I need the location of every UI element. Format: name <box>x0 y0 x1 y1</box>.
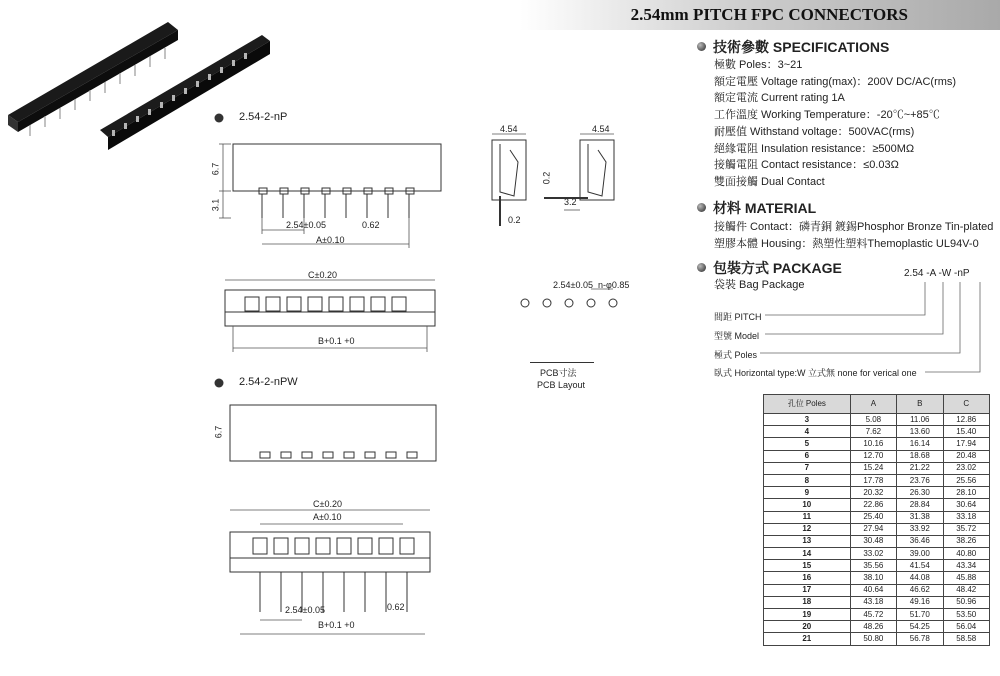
pcb-caption-cn: PCB寸法 <box>540 368 577 378</box>
cell-value: 46.62 <box>897 584 943 596</box>
table-row <box>764 572 990 584</box>
cell-value: 30.48 <box>850 535 896 547</box>
bullet-icon <box>213 111 233 125</box>
spec-line: 耐壓值 Withstand voltage：500VAC(rms) <box>714 125 915 138</box>
dim-0-2-right: 0.2 <box>541 171 552 185</box>
cell-value: 40.64 <box>850 584 896 596</box>
table-row <box>764 462 990 474</box>
cell-value: 33.02 <box>850 548 896 560</box>
cell-value: 49.16 <box>897 596 943 608</box>
cell-poles: 10 <box>764 499 851 511</box>
table-row <box>764 609 990 621</box>
dim-0-62: 0.62 <box>362 220 380 230</box>
cell-value: 45.72 <box>850 609 896 621</box>
model-2-label: 2.54-2-nPW <box>213 376 233 395</box>
cell-value: 23.76 <box>897 474 943 486</box>
cell-poles: 5 <box>764 438 851 450</box>
dimension-table <box>763 394 990 646</box>
cell-value: 35.72 <box>943 523 989 535</box>
package-legend-type: 臥式 Horizontal type:W 立式無 none for verical one <box>714 368 917 378</box>
table-row <box>764 414 990 426</box>
dim-pitch: 2.54±0.05 <box>286 220 326 230</box>
cell-poles: 8 <box>764 474 851 486</box>
cell-poles: 3 <box>764 414 851 426</box>
table-row <box>764 499 990 511</box>
cell-value: 33.18 <box>943 511 989 523</box>
pcb-hole: n-φ0.85 <box>598 280 630 290</box>
spec-line: 極數 Poles：3~21 <box>714 59 803 71</box>
material-list <box>714 219 993 252</box>
cell-value: 12.70 <box>850 450 896 462</box>
cell-poles: 17 <box>764 584 851 596</box>
package-bag: 袋裝 Bag Package <box>714 279 805 291</box>
dim-0-62-w: 0.62 <box>387 602 405 612</box>
dim-0-2-left: 0.2 <box>508 215 521 225</box>
cell-poles: 13 <box>764 535 851 547</box>
cell-poles: 7 <box>764 462 851 474</box>
pcb-pitch: 2.54±0.05 <box>553 280 593 290</box>
cell-value: 27.94 <box>850 523 896 535</box>
cell-value: 22.86 <box>850 499 896 511</box>
dim-4-54-right: 4.54 <box>592 124 610 134</box>
cell-value: 11.06 <box>897 414 943 426</box>
package-legend-poles: 極式 Poles <box>714 350 758 360</box>
table-row <box>764 535 990 547</box>
dim-pitch-w: 2.54±0.05 <box>285 605 325 615</box>
cell-value: 50.96 <box>943 596 989 608</box>
cell-value: 25.40 <box>850 511 896 523</box>
table-row <box>764 487 990 499</box>
cell-value: 48.26 <box>850 621 896 633</box>
cell-poles: 18 <box>764 596 851 608</box>
cell-poles: 6 <box>764 450 851 462</box>
cell-poles: 19 <box>764 609 851 621</box>
cell-value: 44.08 <box>897 572 943 584</box>
table-row <box>764 426 990 438</box>
header-c: C <box>943 395 989 414</box>
cell-value: 21.22 <box>897 462 943 474</box>
dim-3-2: 3.2 <box>564 197 577 207</box>
dim-height-6-7-w: 6.7 <box>213 425 224 439</box>
cell-value: 38.26 <box>943 535 989 547</box>
title-bar <box>520 0 1000 30</box>
cell-poles: 20 <box>764 621 851 633</box>
bullet-icon <box>697 203 706 212</box>
specs-heading: 技術參數 SPECIFICATIONS <box>697 37 889 57</box>
drawing-cross-sections <box>480 122 640 232</box>
cell-value: 17.94 <box>943 438 989 450</box>
cell-value: 45.88 <box>943 572 989 584</box>
material-line: 接觸件 Contact：磷青銅 鍍錫Phosphor Bronze Tin-plated <box>714 221 994 233</box>
cell-value: 25.56 <box>943 474 989 486</box>
cell-poles: 15 <box>764 560 851 572</box>
spec-line: 工作溫度 Working Temperature：-20℃~+85℃ <box>714 109 940 122</box>
table-row <box>764 596 990 608</box>
cell-poles: 9 <box>764 487 851 499</box>
cell-value: 35.56 <box>850 560 896 572</box>
cell-value: 39.00 <box>897 548 943 560</box>
header-b: B <box>897 395 943 414</box>
cell-value: 18.68 <box>897 450 943 462</box>
table-row <box>764 511 990 523</box>
cell-poles: 11 <box>764 511 851 523</box>
drawing-w-side-view <box>215 400 450 470</box>
table-row <box>764 560 990 572</box>
page-title: 2.54mm PITCH FPC CONNECTORS <box>630 5 908 24</box>
cell-value: 13.60 <box>897 426 943 438</box>
cell-poles: 12 <box>764 523 851 535</box>
cell-value: 43.18 <box>850 596 896 608</box>
cell-poles: 4 <box>764 426 851 438</box>
cell-value: 38.10 <box>850 572 896 584</box>
package-heading: 包裝方式 PACKAGE <box>697 258 842 278</box>
cell-poles: 14 <box>764 548 851 560</box>
dim-height-3-1: 3.1 <box>210 198 221 212</box>
cell-value: 23.02 <box>943 462 989 474</box>
dim-b-w: B+0.1 +0 <box>318 620 355 630</box>
header-a: A <box>850 395 896 414</box>
cell-value: 28.10 <box>943 487 989 499</box>
cell-value: 56.78 <box>897 633 943 645</box>
dim-a-w: A±0.10 <box>313 512 342 522</box>
cell-value: 51.70 <box>897 609 943 621</box>
cell-value: 58.58 <box>943 633 989 645</box>
cell-value: 36.46 <box>897 535 943 547</box>
spec-line: 接觸電阻 Contact resistance：≤0.03Ω <box>714 159 899 172</box>
cell-value: 41.54 <box>897 560 943 572</box>
cell-value: 50.80 <box>850 633 896 645</box>
dim-height-6-7: 6.7 <box>210 162 221 176</box>
cell-value: 28.84 <box>897 499 943 511</box>
specs-list <box>714 57 956 191</box>
cell-value: 16.14 <box>897 438 943 450</box>
dim-c-w: C±0.20 <box>313 499 342 509</box>
cell-value: 7.62 <box>850 426 896 438</box>
cell-value: 10.16 <box>850 438 896 450</box>
cell-value: 20.32 <box>850 487 896 499</box>
package-legend-model: 型號 Model <box>714 331 760 341</box>
table-row <box>764 474 990 486</box>
pcb-caption-en: PCB Layout <box>537 380 586 390</box>
cell-value: 5.08 <box>850 414 896 426</box>
dim-b: B+0.1 +0 <box>318 336 355 346</box>
bullet-icon <box>697 42 706 51</box>
cell-value: 12.86 <box>943 414 989 426</box>
table-row <box>764 633 990 645</box>
cell-value: 40.80 <box>943 548 989 560</box>
table-row <box>764 584 990 596</box>
package-legend-pitch: 間距 PITCH <box>714 312 762 322</box>
pcb-divider <box>530 362 594 363</box>
table-row <box>764 621 990 633</box>
model-1-label: 2.54-2-nP <box>213 111 233 130</box>
cell-value: 33.92 <box>897 523 943 535</box>
dim-a: A±0.10 <box>316 235 345 245</box>
cell-value: 43.34 <box>943 560 989 572</box>
cell-value: 20.48 <box>943 450 989 462</box>
cell-value: 48.42 <box>943 584 989 596</box>
table-header-row <box>764 395 990 414</box>
dim-c: C±0.20 <box>308 270 337 280</box>
spec-line: 額定電流 Current rating 1A <box>714 92 845 105</box>
cell-value: 53.50 <box>943 609 989 621</box>
table-row <box>764 450 990 462</box>
header-poles: 孔位 Poles <box>764 395 851 414</box>
cell-value: 26.30 <box>897 487 943 499</box>
drawing-pcb-layout <box>515 285 650 325</box>
spec-line: 絕緣電阻 Insulation resistance：≥500MΩ <box>714 142 915 155</box>
bullet-icon <box>697 263 706 272</box>
cell-value: 15.40 <box>943 426 989 438</box>
table-row <box>764 438 990 450</box>
table-row <box>764 523 990 535</box>
dim-4-54-left: 4.54 <box>500 124 518 134</box>
table-row <box>764 548 990 560</box>
package-code: 2.54 -A -W -nP <box>904 268 970 279</box>
spec-line: 額定電壓 Voltage rating(max)：200V DC/AC(rms) <box>714 75 957 88</box>
cell-value: 31.38 <box>897 511 943 523</box>
cell-value: 54.25 <box>897 621 943 633</box>
bullet-icon <box>213 376 233 390</box>
cell-poles: 16 <box>764 572 851 584</box>
spec-line: 雙面接觸 Dual Contact <box>714 175 825 188</box>
cell-value: 56.04 <box>943 621 989 633</box>
material-line: 塑膠本體 Housing：熱塑性塑料Themoplastic UL94V-0 <box>714 237 979 250</box>
cell-value: 15.24 <box>850 462 896 474</box>
cell-value: 30.64 <box>943 499 989 511</box>
cell-value: 17.78 <box>850 474 896 486</box>
cell-poles: 21 <box>764 633 851 645</box>
material-heading: 材料 MATERIAL <box>697 198 816 218</box>
